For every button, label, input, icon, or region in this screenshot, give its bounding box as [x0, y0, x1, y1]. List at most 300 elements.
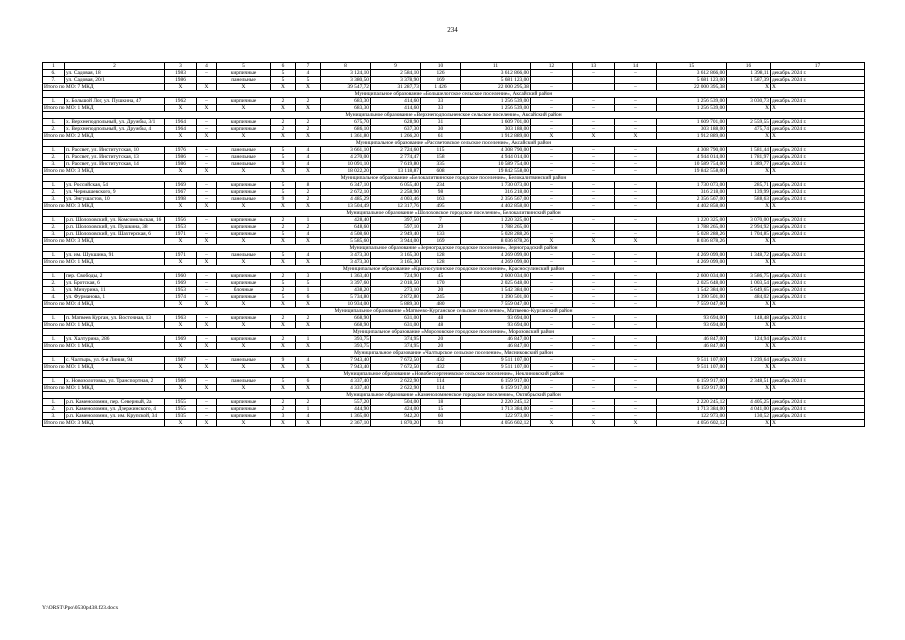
total-cell: X — [296, 84, 321, 91]
table-cell: 1 609 701,00 — [657, 119, 727, 126]
municipality-title: Муниципальное образование «Большелогское сельское поселение», Аксайский район — [43, 91, 865, 98]
table-cell: 2 — [296, 126, 321, 133]
total-label: Итого по МО: 1 МКД — [43, 105, 165, 112]
total-cell: X — [771, 238, 865, 245]
table-cell: кирпичные — [217, 273, 271, 280]
table-cell: – — [197, 399, 217, 406]
total-cell: X — [296, 203, 321, 210]
table-cell: 3 473,30 — [321, 252, 371, 259]
table-cell: – — [197, 252, 217, 259]
total-cell: 2 622,90 — [371, 385, 421, 392]
total-cell: X — [727, 322, 771, 329]
table-cell: 5 681 123,00 — [461, 77, 531, 84]
column-number-cell: 14 — [615, 63, 657, 70]
table-cell: 6 159 917,00 — [657, 378, 727, 385]
table-cell: 637,30 — [371, 126, 421, 133]
table-cell: 1962 — [165, 98, 197, 105]
total-row — [43, 203, 865, 210]
table-cell: – — [615, 98, 657, 105]
table-cell: – — [615, 147, 657, 154]
total-row — [43, 105, 865, 112]
table-cell: 628,90 — [371, 119, 421, 126]
total-cell: X — [271, 238, 296, 245]
total-label: Итого по МО: 7 МКД — [43, 84, 165, 91]
total-cell: X — [217, 105, 271, 112]
total-cell: 3 944,00 — [371, 238, 421, 245]
table-cell: 2 — [271, 98, 296, 105]
address-cell: п. Рассвет, ул. Институтская, 14 — [65, 161, 165, 168]
total-cell: X — [727, 364, 771, 371]
table-cell: 4 — [296, 252, 321, 259]
table-cell: – — [615, 154, 657, 161]
table-cell: 1 390 501,00 — [657, 294, 727, 301]
total-cell: X — [165, 133, 197, 140]
table-row — [43, 119, 865, 126]
table-cell: 2 — [271, 126, 296, 133]
table-cell: 5 — [271, 189, 296, 196]
table-cell: кирпичные — [217, 294, 271, 301]
total-cell: X — [296, 301, 321, 308]
total-cell: X — [217, 385, 271, 392]
table-cell: 1960 — [165, 273, 197, 280]
table-cell: 1. — [43, 273, 65, 280]
table-cell: 45 — [421, 273, 461, 280]
table-cell: 1986 — [165, 161, 197, 168]
total-cell: 7 943,40 — [321, 364, 371, 371]
table-cell: 4 508,60 — [321, 231, 371, 238]
municipality-section-row — [43, 112, 865, 119]
table-cell: 2 — [296, 399, 321, 406]
total-cell: X — [165, 105, 197, 112]
table-cell: 1 239,64 — [727, 357, 771, 364]
table-cell: 2. — [43, 224, 65, 231]
table-cell: 10 589 754,00 — [461, 161, 531, 168]
table-cell: – — [615, 357, 657, 364]
table-cell: 3 378,90 — [371, 77, 421, 84]
table-cell: – — [615, 287, 657, 294]
total-cell: 3 165,30 — [371, 259, 421, 266]
total-row — [43, 420, 865, 427]
table-cell: 4 041,00 — [727, 406, 771, 413]
table-row — [43, 77, 865, 84]
column-number-row — [43, 63, 865, 70]
address-cell: ул. Халтурина, 286 — [65, 336, 165, 343]
table-cell: 3. — [43, 231, 65, 238]
table-row — [43, 294, 865, 301]
total-cell: X — [531, 420, 573, 427]
table-cell: – — [615, 336, 657, 343]
table-cell: 3 380,50 — [321, 77, 371, 84]
total-row — [43, 238, 865, 245]
table-cell: 2 672,10 — [321, 189, 371, 196]
table-cell: – — [197, 378, 217, 385]
table-cell: декабрь 2024 г. — [771, 399, 865, 406]
total-row — [43, 168, 865, 175]
total-cell: 414,60 — [371, 105, 421, 112]
table-cell: – — [615, 413, 657, 420]
total-cell: 128 — [421, 259, 461, 266]
address-cell: р.п. Шолоховский, ул. Пушкина, 38 — [65, 224, 165, 231]
table-cell: 46 847,00 — [657, 336, 727, 343]
total-cell: X — [197, 105, 217, 112]
table-cell: декабрь 2024 г. — [771, 77, 865, 84]
table-cell: 2 — [271, 406, 296, 413]
table-cell: 48 — [421, 315, 461, 322]
table-cell: – — [531, 161, 573, 168]
total-cell: – — [615, 203, 657, 210]
table-cell: – — [573, 147, 615, 154]
total-row — [43, 322, 865, 329]
table-cell: 397,50 — [371, 217, 421, 224]
total-cell: 12 317,76 — [371, 203, 421, 210]
total-cell: X — [531, 238, 573, 245]
total-cell: X — [165, 84, 197, 91]
total-cell: X — [165, 203, 197, 210]
table-cell: – — [531, 154, 573, 161]
total-cell: X — [165, 385, 197, 392]
total-cell: X — [271, 203, 296, 210]
municipality-title: Муниципальное образование «Матвеево-Курганское сельское поселение», Матвеево-Курганский район — [43, 308, 865, 315]
table-cell: кирпичные — [217, 119, 271, 126]
table-cell: – — [573, 406, 615, 413]
table-cell: 29 — [421, 224, 461, 231]
total-cell: X — [271, 259, 296, 266]
table-cell: 46 847,00 — [461, 336, 531, 343]
table-cell: – — [531, 273, 573, 280]
table-cell: панельные — [217, 147, 271, 154]
total-cell: 13 504,49 — [321, 203, 371, 210]
table-cell: – — [531, 336, 573, 343]
total-cell: – — [531, 301, 573, 308]
total-cell: X — [271, 105, 296, 112]
table-cell: – — [531, 147, 573, 154]
table-cell: 3 124,10 — [321, 70, 371, 77]
table-cell: 2 220 245,12 — [461, 399, 531, 406]
table-cell: – — [615, 217, 657, 224]
table-cell: декабрь 2024 г. — [771, 252, 865, 259]
table-cell: декабрь 2024 г. — [771, 280, 865, 287]
table-row — [43, 189, 865, 196]
table-cell: – — [197, 147, 217, 154]
total-cell: – — [573, 385, 615, 392]
municipality-section-row — [43, 210, 865, 217]
total-cell: X — [615, 133, 657, 140]
table-cell: 6 159 917,00 — [461, 378, 531, 385]
table-cell: – — [197, 294, 217, 301]
total-cell: X — [296, 133, 321, 140]
total-label: Итого по МО: 2 МКД — [43, 133, 165, 140]
table-cell: 2 — [271, 287, 296, 294]
table-cell: 1 704,85 — [727, 231, 771, 238]
table-cell: 2 — [296, 119, 321, 126]
total-cell: X — [165, 420, 197, 427]
table-cell: 2 600 034,00 — [461, 273, 531, 280]
total-cell: 4 402 858,00 — [657, 203, 727, 210]
table-cell: – — [531, 231, 573, 238]
municipality-title: Муниципальное образование «Чалтырское сельское поселение», Мясниковский район — [43, 350, 865, 357]
table-cell: панельные — [217, 161, 271, 168]
column-number-cell: 5 — [217, 63, 271, 70]
table-cell: 444,90 — [321, 406, 371, 413]
table-cell: – — [197, 98, 217, 105]
total-cell: 46 847,00 — [461, 343, 531, 350]
table-cell: – — [615, 189, 657, 196]
table-cell: блочные — [217, 287, 271, 294]
table-cell: 1 581,44 — [727, 147, 771, 154]
table-cell: 1. — [43, 147, 65, 154]
table-cell: 1. — [43, 357, 65, 364]
table-cell: кирпичные — [217, 399, 271, 406]
total-cell: X — [615, 420, 657, 427]
table-cell: – — [573, 189, 615, 196]
total-cell: X — [771, 385, 865, 392]
table-cell: 3. — [43, 287, 65, 294]
table-cell: 114 — [421, 378, 461, 385]
table-cell: 1 788 265,00 — [461, 224, 531, 231]
table-cell: 1953 — [165, 224, 197, 231]
table-cell: 2 — [296, 224, 321, 231]
total-cell: X — [197, 301, 217, 308]
table-cell: 1967 — [165, 189, 197, 196]
file-path-footer: Y:\ORST\Ppo\0530p438.f23.docx — [42, 605, 119, 611]
table-cell: 942,20 — [371, 413, 421, 420]
total-cell: – — [573, 168, 615, 175]
table-cell: – — [615, 161, 657, 168]
table-cell: 234 — [421, 182, 461, 189]
table-cell: 2 348,51 — [727, 378, 771, 385]
table-cell: 122 973,00 — [657, 413, 727, 420]
table-cell: 5 734,80 — [321, 294, 371, 301]
table-cell: 4 269 099,00 — [657, 252, 727, 259]
table-cell: – — [573, 336, 615, 343]
table-cell: 9 511 107,00 — [657, 357, 727, 364]
table-cell: 3 165,30 — [371, 252, 421, 259]
total-cell: X — [727, 301, 771, 308]
table-cell: 33 — [421, 98, 461, 105]
table-cell: – — [573, 231, 615, 238]
total-cell: 1 912 889,00 — [657, 133, 727, 140]
table-cell: 163 — [421, 196, 461, 203]
table-cell: 2 — [271, 336, 296, 343]
table-cell: – — [197, 119, 217, 126]
total-row — [43, 133, 865, 140]
address-cell: с. Чалтырь, ул. 6-я Линия, 94 — [65, 357, 165, 364]
total-cell: 1 361,80 — [321, 133, 371, 140]
table-cell: 5 649,65 — [727, 287, 771, 294]
total-cell: – — [531, 343, 573, 350]
total-cell: 6 159 917,00 — [657, 385, 727, 392]
table-cell: 1998 — [165, 196, 197, 203]
total-cell: – — [615, 105, 657, 112]
municipality-section-row — [43, 371, 865, 378]
table-cell: 98 — [421, 189, 461, 196]
table-cell: 133 — [421, 231, 461, 238]
table-cell: 2 — [296, 189, 321, 196]
table-cell: – — [573, 280, 615, 287]
municipality-title: Муниципальное образование «Каменоломненское городское поселение», Октябрьский район — [43, 392, 865, 399]
table-cell: 30 — [421, 126, 461, 133]
column-number-cell: 9 — [371, 63, 421, 70]
table-cell: 139,99 — [727, 189, 771, 196]
table-cell: кирпичные — [217, 98, 271, 105]
table-cell: – — [615, 273, 657, 280]
table-cell: 303 188,00 — [461, 126, 531, 133]
table-cell: 115 — [421, 147, 461, 154]
table-row — [43, 147, 865, 154]
table-cell: 2 356 567,00 — [461, 196, 531, 203]
table-cell: 6 — [296, 378, 321, 385]
table-cell: кирпичные — [217, 336, 271, 343]
total-cell: – — [573, 343, 615, 350]
total-cell: 6 159 917,00 — [461, 385, 531, 392]
total-cell: 495 — [421, 203, 461, 210]
table-row — [43, 357, 865, 364]
total-cell: 668,90 — [321, 322, 371, 329]
table-cell: 1 730 073,00 — [461, 182, 531, 189]
total-cell: 1 426 — [421, 84, 461, 91]
table-cell: – — [531, 126, 573, 133]
table-cell: 2 — [271, 399, 296, 406]
column-number-cell: 17 — [771, 63, 865, 70]
table-cell: 124,94 — [727, 336, 771, 343]
table-row — [43, 280, 865, 287]
table-cell: 1 363,40 — [321, 273, 371, 280]
table-cell: – — [531, 196, 573, 203]
table-cell: – — [197, 126, 217, 133]
total-cell: – — [573, 322, 615, 329]
table-cell: 273,10 — [371, 287, 421, 294]
total-cell: 31 287,73 — [371, 84, 421, 91]
table-cell: – — [573, 294, 615, 301]
table-cell: 2 — [296, 196, 321, 203]
total-cell: X — [197, 322, 217, 329]
total-cell: 18 022,20 — [321, 168, 371, 175]
total-cell: 2 367,10 — [321, 420, 371, 427]
total-cell: X — [197, 343, 217, 350]
table-row — [43, 154, 865, 161]
table-cell: – — [573, 413, 615, 420]
table-cell: – — [573, 357, 615, 364]
total-cell: – — [531, 322, 573, 329]
table-cell: 1 730 073,00 — [657, 182, 727, 189]
address-cell: п. Матвеев Курган, ул. Восточная, 13 — [65, 315, 165, 322]
total-cell: 39 547,72 — [321, 84, 371, 91]
table-cell: 1953 — [165, 287, 197, 294]
table-cell: декабрь 2024 г. — [771, 154, 865, 161]
total-cell: 9 511 107,00 — [657, 364, 727, 371]
table-cell: 4 — [296, 357, 321, 364]
total-cell: 393,75 — [321, 343, 371, 350]
total-cell: X — [727, 203, 771, 210]
table-cell: 4 337,40 — [321, 378, 371, 385]
table-cell: 4 — [296, 147, 321, 154]
table-cell: 1935 — [165, 413, 197, 420]
table-cell: 2. — [43, 154, 65, 161]
table-cell: 1. — [43, 315, 65, 322]
table-cell: 5 028 288,26 — [461, 231, 531, 238]
total-cell: 93 — [421, 420, 461, 427]
table-cell: 5 028 288,26 — [657, 231, 727, 238]
total-cell: X — [271, 385, 296, 392]
column-number-cell: 4 — [197, 63, 217, 70]
address-cell: х. Большой Лог, ул. Пушкина, 47 — [65, 98, 165, 105]
table-cell: декабрь 2024 г. — [771, 182, 865, 189]
table-cell: 148,48 — [727, 315, 771, 322]
table-cell: – — [197, 357, 217, 364]
total-cell: X — [165, 168, 197, 175]
table-row — [43, 252, 865, 259]
total-label: Итого по МО: 3 МКД — [43, 420, 165, 427]
total-cell: X — [771, 420, 865, 427]
table-cell: 3 070,00 — [727, 217, 771, 224]
table-cell: декабрь 2024 г. — [771, 98, 865, 105]
table-cell — [573, 77, 615, 84]
total-cell: 7 672,50 — [371, 364, 421, 371]
table-cell: 432 — [421, 357, 461, 364]
total-cell: X — [771, 105, 865, 112]
total-cell: 93 694,00 — [461, 322, 531, 329]
table-cell: 4 — [296, 154, 321, 161]
total-cell: – — [615, 301, 657, 308]
total-cell: – — [573, 364, 615, 371]
table-cell: – — [615, 294, 657, 301]
table-cell: – — [573, 399, 615, 406]
total-cell: 114 — [421, 385, 461, 392]
table-cell: 2. — [43, 280, 65, 287]
table-cell: 7 — [421, 217, 461, 224]
table-cell: декабрь 2024 г. — [771, 336, 865, 343]
table-cell: 5 — [271, 280, 296, 287]
table-row — [43, 182, 865, 189]
total-cell: X — [217, 301, 271, 308]
total-cell: X — [197, 259, 217, 266]
total-cell: 4 402 858,00 — [461, 203, 531, 210]
total-cell: – — [531, 385, 573, 392]
table-cell: 1 — [296, 336, 321, 343]
total-cell: X — [771, 343, 865, 350]
table-cell: 1 713 384,00 — [657, 406, 727, 413]
table-cell: 4 — [296, 231, 321, 238]
table-cell: – — [615, 119, 657, 126]
table-cell: – — [197, 273, 217, 280]
table-cell: 2 — [271, 217, 296, 224]
total-cell: 374,95 — [371, 343, 421, 350]
total-row — [43, 301, 865, 308]
table-cell: 428,40 — [321, 217, 371, 224]
table-cell: 4 — [296, 413, 321, 420]
table-cell: 2 559,55 — [727, 119, 771, 126]
table-cell: панельные — [217, 196, 271, 203]
table-cell: 158 — [421, 154, 461, 161]
municipality-section-row — [43, 266, 865, 273]
table-row — [43, 399, 865, 406]
column-number-cell: 13 — [573, 63, 615, 70]
address-cell: ул. Российская, 54 — [65, 182, 165, 189]
table-cell: 724,90 — [371, 273, 421, 280]
total-cell: 3 473,30 — [321, 259, 371, 266]
total-cell: X — [573, 420, 615, 427]
address-cell: р.п. Каменоломни, ул. Дзержинского, 4 — [65, 406, 165, 413]
total-cell: X — [271, 133, 296, 140]
table-cell — [531, 77, 573, 84]
table-cell: 1 587,39 — [727, 77, 771, 84]
table-cell: – — [573, 378, 615, 385]
municipality-title: Муниципальное образование «Зерноградское городское поселение», Зерноградский район — [43, 245, 865, 252]
table-cell: – — [531, 280, 573, 287]
table-cell: 5 — [271, 378, 296, 385]
total-cell: X — [771, 259, 865, 266]
table-cell: – — [531, 413, 573, 420]
